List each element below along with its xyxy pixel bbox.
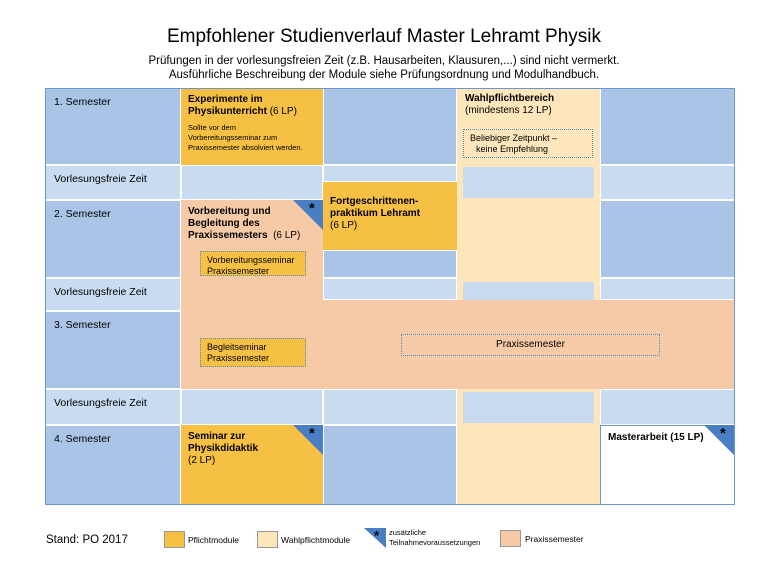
legend-swatch-pflicht <box>164 531 185 548</box>
page-title: Empfohlener Studienverlauf Master Lehramt Physik <box>166 26 602 47</box>
prerequisite-star: * <box>309 200 315 217</box>
row-label-semester-1: 1. Semester <box>54 96 111 108</box>
row-label-free-1: Vorlesungsfreie Zeit <box>54 173 147 185</box>
experimente-note-1: Sollte vor dem <box>188 123 236 132</box>
vorbereitung-line-1: Vorbereitung und <box>188 206 271 217</box>
wahlpflicht-lp: (mindestens 12 LP) <box>465 105 552 116</box>
subtitle-line-2: Ausführliche Beschreibung der Module siehe Prüfungsordnung und Modulhandbuch. <box>168 69 600 81</box>
row-label-free-2: Vorlesungsfreie Zeit <box>54 286 147 298</box>
legend-swatch-wahlpflicht <box>257 531 278 548</box>
legend-swatch-praxissemester <box>500 530 521 547</box>
wahlpflicht-note-line-2: keine Empfehlung <box>476 144 549 154</box>
begleitseminar-line-1: Begleitseminar <box>207 342 267 352</box>
row-label-semester-2: 2. Semester <box>54 208 111 220</box>
legend-prerequisite-line-2: Teilnahmevoraussetzungen <box>389 538 481 547</box>
fortgeschritten-line-1: Fortgeschrittenen- <box>330 196 419 207</box>
vorbereitungsseminar-line-1: Vorbereitungsseminar <box>207 255 295 265</box>
vorbereitung-line-3: Praxissemesters <box>188 230 268 241</box>
legend-swatch-prerequisite <box>364 528 386 548</box>
legend-prerequisite-line-1: zusätzliche <box>389 528 427 537</box>
experimente-title-line-1: Experimente im <box>188 94 263 105</box>
masterarbeit-title: Masterarbeit (15 LP) <box>608 432 704 443</box>
seminar-lp: (2 LP) <box>188 455 216 466</box>
subtitle-line-1: Prüfungen in der vorlesungsfreien Zeit (z.B. Hausarbeiten, Klausuren,...) sind nicht vermerkt. <box>148 55 620 67</box>
praxissemester-box: Praxissemester <box>401 334 660 356</box>
legend-label-wahlpflicht: Wahlpflichtmodule <box>281 535 351 545</box>
vorbereitungsseminar-line-2: Praxissemester <box>207 266 270 276</box>
begleitseminar-line-2: Praxissemester <box>207 353 270 363</box>
grid-outline <box>45 88 735 505</box>
prerequisite-star: * <box>374 528 380 543</box>
legend-label-pflicht: Pflichtmodule <box>188 535 240 545</box>
fortgeschritten-lp: (6 LP) <box>330 220 358 231</box>
vorbereitung-lp: (6 LP) <box>273 230 301 241</box>
row-label-semester-3: 3. Semester <box>54 319 111 331</box>
experimente-note-2: Vorbereitungsseminar zum <box>188 133 278 142</box>
experimente-note-3: Praxissemester absolviert werden. <box>188 143 303 152</box>
seminar-line-1: Seminar zur <box>188 431 246 442</box>
vorbereitung-line-2: Begleitung des <box>188 218 260 229</box>
experimente-title-line-2: Physikunterricht <box>188 106 267 117</box>
stand-label: Stand: PO 2017 <box>46 534 128 546</box>
row-label-semester-4: 4. Semester <box>54 433 111 445</box>
experimente-lp: (6 LP) <box>269 106 297 117</box>
fortgeschritten-line-2: praktikum Lehramt <box>330 208 421 219</box>
wahlpflicht-title: Wahlpflichtbereich <box>465 93 555 104</box>
prerequisite-star: * <box>309 425 315 442</box>
legend-label-praxissemester: Praxissemester <box>525 534 584 544</box>
prerequisite-star: * <box>720 425 726 442</box>
seminar-line-2: Physikdidaktik <box>188 443 259 454</box>
row-label-free-3: Vorlesungsfreie Zeit <box>54 397 147 409</box>
legend-label-prerequisite <box>389 528 480 548</box>
wahlpflicht-note-line-1: Beliebiger Zeitpunkt – <box>470 133 558 143</box>
